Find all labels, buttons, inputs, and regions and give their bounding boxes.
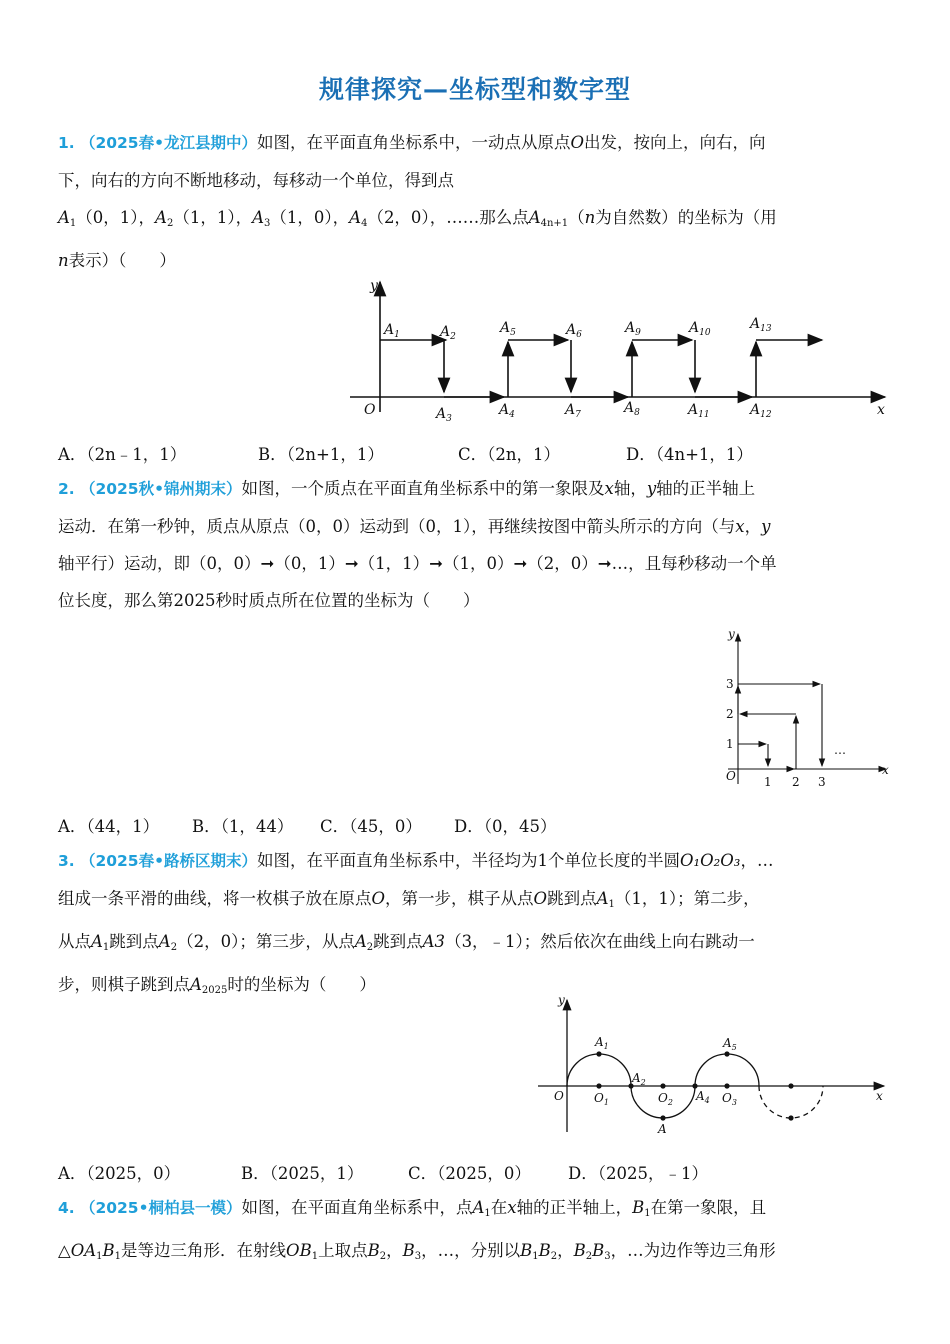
svg-text:A1: $A_1$ (595, 1035, 609, 1051)
options-2 (58, 813, 556, 837)
svg-text:y: y (558, 993, 565, 1007)
option-b[interactable]: B．（1，44） (192, 817, 294, 836)
option-b[interactable]: B．（2n+1，1） (258, 445, 384, 464)
question-1: 1. （2025春•龙江县期中）如图，在平面直角坐标系中，一动点从原点O出发，按向上，向右，向 下，向右的方向不断地移动，每移动一个单位，得到点 $A_1(0$，1），$A_2(1$，1），$A_3(1$，0），$A_4(2$，0），……那么点$A_{4n+1}(n$为自然数）的坐标为（用 n表示）（ ） (58, 133, 777, 270)
option-d[interactable]: D．（0，45） (454, 817, 557, 836)
option-d[interactable]: D．（4n+1，1） (626, 445, 753, 464)
question-4: 4. （2025•桐柏县一模）如图，在平面直角坐标系中，点$A_1$在x轴的正半轴上，$B_1$在第一象限，且 $\triangle OA_1B_1$是等边三角形．在射线$OB_1$上取点$B_2$，$B_3$，…，分别以$B_1B_2$，$B_2B_3$，…为边作等边三角形 (58, 1198, 776, 1262)
svg-text:A13: $A_{13}$ (750, 316, 772, 334)
svg-text:2: 2 (792, 775, 800, 789)
svg-text:A7: $A_7$ (565, 402, 581, 420)
origin-label: O (364, 402, 376, 418)
svg-text:1: 1 (726, 737, 734, 751)
option-c[interactable]: C．（2n，1） (458, 445, 560, 464)
svg-text:A5: $A_5$ (500, 320, 516, 338)
svg-text:3: 3 (726, 677, 734, 691)
svg-text:A10: $A_{10}$ (689, 320, 711, 338)
svg-text:O2: $O_2$ (658, 1091, 673, 1107)
svg-text:O3: $O_3$ (722, 1091, 737, 1107)
svg-text:A2: $A_2$ (440, 324, 456, 342)
svg-text:A8: $A_8$ (624, 400, 640, 418)
figure-2 (718, 624, 898, 794)
figure-3 (538, 990, 898, 1140)
svg-text:A: A (658, 1122, 667, 1136)
svg-text:y: y (370, 278, 378, 294)
svg-text:y: y (728, 627, 735, 641)
svg-text:A1: $A_1$ (384, 322, 400, 340)
svg-text:A6: $A_6$ (566, 322, 582, 340)
question-3: 3. （2025春•路桥区期末）如图，在平面直角坐标系中，半径均为1个单位长度的半圆O₁O₂O₃，… 组成一条平滑的曲线，将一枚棋子放在原点O，第一步，棋子从点O跳到点$A_1(1$，1）；第二步， 从点$A_1$跳到点$A_2(2$，0）；第三步，从点$A_2$跳到点A3（3，﹣1）；然后依次在曲线上向右跳动一 步，则棋子跳到点$A_{2025}$时的坐标为（ ） (58, 851, 774, 996)
options-1 (58, 441, 753, 465)
option-a[interactable]: A．（44，1） (58, 817, 160, 836)
svg-text:A2: $A_2$ (632, 1071, 646, 1087)
page-title: 规律探究—坐标型和数字型 (318, 75, 631, 104)
options-3 (58, 1160, 708, 1184)
svg-text:A4: $A_4$ (696, 1089, 710, 1105)
svg-text:x: x (876, 1089, 883, 1103)
svg-text:3: 3 (818, 775, 826, 789)
svg-text:A11: $A_{11}$ (688, 402, 710, 420)
option-d[interactable]: D．（2025，﹣1） (568, 1164, 708, 1183)
svg-text:A4: $A_4$ (499, 402, 515, 420)
option-a[interactable]: A．（2n﹣1，1） (58, 445, 187, 464)
svg-text:A5: $A_5$ (723, 1036, 737, 1052)
option-b[interactable]: B．（2025，1） (241, 1164, 364, 1183)
figure-1 (340, 272, 900, 422)
option-a[interactable]: A．（2025，0） (58, 1164, 181, 1183)
svg-text:O: O (554, 1089, 564, 1103)
svg-text:A9: $A_9$ (625, 320, 641, 338)
svg-text:A3: $A_3$ (436, 406, 452, 422)
svg-text:1: 1 (764, 775, 772, 789)
svg-text:A12: $A_{12}$ (750, 402, 772, 420)
svg-text:2: 2 (726, 707, 734, 721)
question-2: 2. （2025秋•锦州期末）如图，一个质点在平面直角坐标系中的第一象限及x轴，y轴的正半轴上 运动．在第一秒钟，质点从原点（0，0）运动到（0，1），再继续按图中箭头所示的方向（与x，y 轴平行）运动，即（0，0）➞（0，1）➞（1，1）➞（1，0）➞（2，0）➞…，且每秒移动一个单 位长度，那么第2025秒时质点所在位置的坐标为（ ） (58, 479, 777, 610)
svg-text:…: … (834, 743, 846, 757)
option-c[interactable]: C．（45，0） (320, 817, 422, 836)
svg-text:O1: $O_1$ (594, 1091, 609, 1107)
question-source: （2025春•龙江县期中） (79, 134, 257, 152)
option-c[interactable]: C．（2025，0） (408, 1164, 531, 1183)
svg-text:x: x (877, 402, 885, 418)
svg-text:O: O (726, 769, 736, 783)
question-number: 1. (58, 134, 75, 152)
svg-text:x: x (882, 763, 889, 777)
